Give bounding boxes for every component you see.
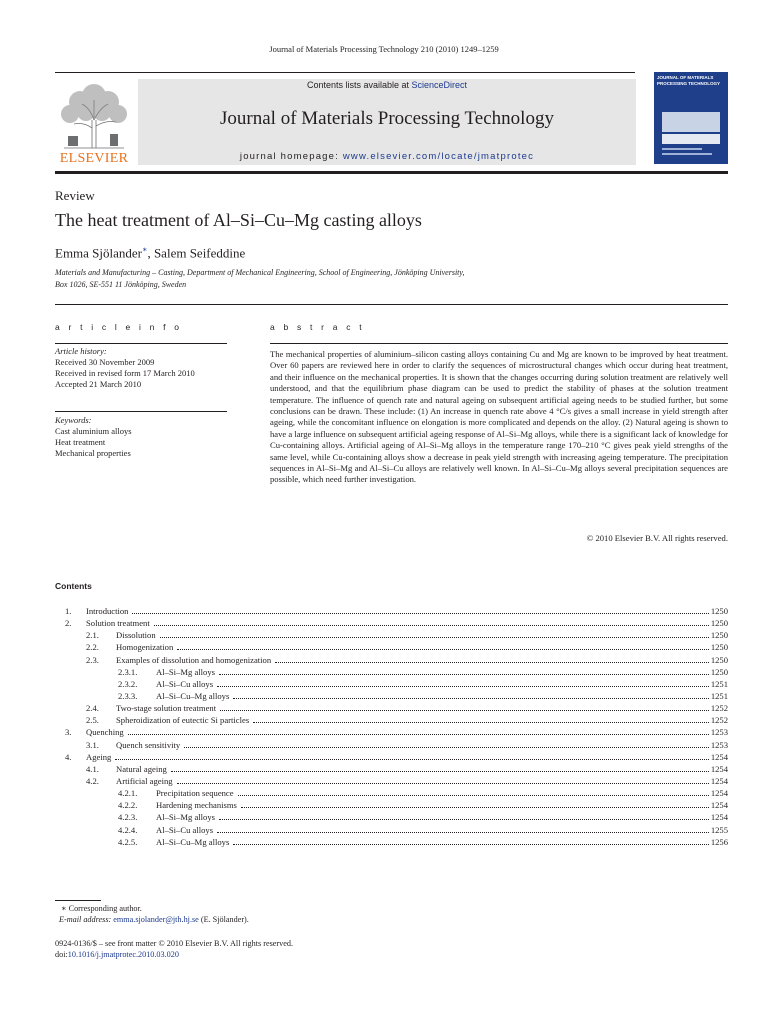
toc-leader	[241, 799, 709, 808]
email-label: E-mail address:	[59, 915, 114, 924]
accepted-date: Accepted 21 March 2010	[55, 379, 142, 389]
toc-title[interactable]: Ageing	[86, 751, 112, 762]
sciencedirect-link[interactable]: ScienceDirect	[411, 80, 468, 90]
affiliation-line-2: Box 1026, SE-551 11 Jönköping, Sweden	[55, 280, 187, 289]
email-link[interactable]: emma.sjolander@jth.hj.se	[113, 915, 199, 924]
header-rule	[55, 304, 728, 305]
toc-leader	[233, 690, 709, 699]
toc-leader	[217, 824, 709, 833]
toc-entry[interactable]	[55, 836, 728, 848]
table-of-contents	[55, 605, 728, 848]
toc-page-number: 1256	[710, 836, 728, 847]
toc-entry[interactable]	[55, 799, 728, 811]
toc-leader	[177, 775, 709, 784]
cover-title: JOURNAL OF MATERIALS PROCESSING TECHNOLOGY	[657, 75, 721, 86]
toc-number: 4.2.3.	[118, 812, 138, 823]
toc-title[interactable]: Natural ageing	[116, 763, 167, 774]
toc-leader	[217, 678, 709, 687]
toc-leader	[219, 811, 709, 820]
toc-leader	[219, 666, 709, 675]
toc-entry[interactable]	[55, 811, 728, 823]
history-label: Article history:	[55, 346, 107, 356]
affiliation	[55, 267, 535, 291]
toc-number: 4.2.1.	[118, 788, 138, 799]
toc-entry[interactable]	[55, 629, 728, 641]
article-history	[55, 346, 227, 390]
abstract-rule	[270, 343, 728, 344]
toc-leader	[184, 739, 709, 748]
email-suffix: (E. Sjölander).	[198, 915, 249, 924]
section-label: Review	[55, 188, 95, 203]
toc-leader	[220, 702, 709, 711]
toc-page-number: 1250	[710, 666, 728, 677]
article-info-heading: a r t i c l e i n f o	[55, 322, 183, 332]
toc-number: 3.	[65, 727, 72, 738]
toc-number: 2.3.2.	[118, 678, 138, 689]
toc-page-number: 1250	[710, 642, 728, 653]
doi-link[interactable]: 10.1016/j.jmatprotec.2010.03.020	[67, 950, 179, 959]
toc-leader	[253, 714, 709, 723]
toc-title[interactable]: Al–Si–Mg alloys	[156, 666, 215, 677]
toc-number: 2.1.	[86, 630, 99, 641]
toc-page-number: 1254	[710, 812, 728, 823]
contents-available	[138, 80, 636, 90]
toc-page-number: 1250	[710, 606, 728, 616]
toc-number: 4.1.	[86, 763, 99, 774]
footnote-rule	[55, 900, 101, 901]
author-1[interactable]: Emma Sjölander	[55, 245, 143, 261]
toc-number: 4.2.	[86, 775, 99, 786]
keywords-label: Keywords:	[55, 415, 92, 425]
toc-entry[interactable]	[55, 787, 728, 799]
toc-page-number: 1253	[710, 727, 728, 738]
toc-title[interactable]: Precipitation sequence	[156, 788, 234, 799]
toc-number: 2.3.3.	[118, 690, 138, 701]
toc-entry[interactable]	[55, 824, 728, 836]
toc-title[interactable]: Quenching	[86, 727, 124, 738]
toc-number: 2.3.	[86, 654, 99, 665]
article-title: The heat treatment of Al–Si–Cu–Mg casting alloys	[55, 210, 422, 230]
contents-heading: Contents	[55, 581, 92, 591]
footnote-text: Corresponding author.	[68, 904, 142, 913]
toc-entry[interactable]	[55, 726, 728, 738]
publisher-logo-text: ELSEVIER	[59, 151, 129, 166]
toc-title[interactable]: Artificial ageing	[116, 775, 173, 786]
toc-entry[interactable]	[55, 641, 728, 653]
toc-title[interactable]: Hardening mechanisms	[156, 800, 237, 811]
journal-title: Journal of Materials Processing Technology	[220, 108, 554, 129]
toc-leader	[115, 751, 709, 760]
doi-line	[55, 949, 179, 960]
keyword: Mechanical properties	[55, 448, 131, 458]
toc-leader	[233, 836, 709, 845]
toc-page-number: 1250	[710, 654, 728, 665]
keywords-rule	[55, 411, 227, 412]
journal-homepage	[138, 151, 636, 162]
toc-number: 3.1.	[86, 739, 99, 750]
toc-page-number: 1251	[710, 690, 728, 701]
toc-page-number: 1254	[710, 800, 728, 811]
toc-title[interactable]: Introduction	[86, 606, 129, 616]
toc-entry[interactable]	[55, 714, 728, 726]
footnote-corresponding	[55, 903, 142, 914]
keywords-block	[55, 415, 227, 459]
toc-title[interactable]: Spheroidization of eutectic Si particles	[116, 715, 250, 726]
abstract-heading: a b s t r a c t	[270, 322, 365, 332]
toc-number: 2.3.1.	[118, 666, 138, 677]
toc-entry[interactable]	[55, 775, 728, 787]
toc-page-number: 1254	[710, 751, 728, 762]
toc-title[interactable]: Dissolution	[116, 630, 156, 641]
author-2[interactable]: , Salem Seifeddine	[147, 245, 246, 261]
toc-leader	[275, 654, 709, 663]
toc-entry[interactable]	[55, 617, 728, 629]
toc-leader	[154, 617, 709, 626]
toc-page-number: 1250	[710, 618, 728, 629]
toc-page-number: 1254	[710, 763, 728, 774]
authors	[55, 245, 245, 261]
toc-page-number: 1255	[710, 824, 728, 835]
toc-entry[interactable]	[55, 751, 728, 763]
toc-leader	[177, 641, 709, 650]
toc-number: 2.5.	[86, 715, 99, 726]
toc-title[interactable]: Homogenization	[116, 642, 174, 653]
toc-entry[interactable]	[55, 666, 728, 678]
toc-entry[interactable]	[55, 654, 728, 666]
toc-number: 2.2.	[86, 642, 99, 653]
toc-entry[interactable]	[55, 763, 728, 775]
corresponding-mark[interactable]: ∗	[142, 245, 148, 254]
toc-title[interactable]: Al–Si–Cu alloys	[156, 824, 214, 835]
toc-entry[interactable]	[55, 702, 728, 714]
homepage-link[interactable]: www.elsevier.com/locate/jmatprotec	[342, 151, 535, 162]
received-date: Received 30 November 2009	[55, 357, 155, 367]
toc-page-number: 1250	[710, 630, 728, 641]
keyword: Heat treatment	[55, 437, 106, 447]
toc-entry[interactable]	[55, 739, 728, 751]
toc-number: 2.	[65, 618, 72, 629]
toc-page-number: 1254	[710, 788, 728, 799]
toc-page-number: 1253	[710, 739, 728, 750]
toc-number: 2.4.	[86, 703, 99, 714]
toc-page-number: 1254	[710, 775, 728, 786]
issn-line: 0924-0136/$ – see front matter © 2010 Elsevier B.V. All rights reserved.	[55, 939, 294, 948]
masthead-top-rule	[55, 72, 635, 73]
toc-entry[interactable]	[55, 678, 728, 690]
toc-title[interactable]: Al–Si–Mg alloys	[156, 812, 215, 823]
toc-title[interactable]: Al–Si–Cu–Mg alloys	[156, 836, 230, 847]
footnote-email	[55, 914, 249, 925]
toc-title[interactable]: Al–Si–Cu–Mg alloys	[156, 690, 230, 701]
toc-title[interactable]: Al–Si–Cu alloys	[156, 678, 214, 689]
toc-leader	[171, 763, 709, 772]
toc-title[interactable]: Two-stage solution treatment	[116, 703, 217, 714]
abstract-text: The mechanical properties of aluminium–silicon casting alloys containing Cu and Mg are known to be improved by heat treatment. Over 60 papers are reviewed here in order to clarify the sequences of microstructural changes which occur during heat treatment, and their influence on the mechanical properties. It is shown that the changes occurring during solution treatment are relatively well understood, and that the equilibrium phase diagram can be used to predict the stability of phases at the solution treatment temperature. The influence of quench rate and natural ageing on subsequent artificial ageing needs to be studied further, but some conclusions can be drawn. These include: (1) An increase in quench rate above 4 °C/s gives a small increase in yield strength after ageing, while the concomitant influence on elongation is more complicated and depends on the alloy. (2) Natural ageing is shown to have a large influence on subsequent artificial ageing response of Al–Si–Mg alloys, while there is a significant lack of knowledge for Cu-containing alloys. Artificial ageing of Al–Si–Mg alloys in the temperature range 170–210 °C gives peak yield strengths of the same level, while Cu-containing alloys show a decrease in peak yield strength with increasing ageing temperature. The precipitation sequences in Al–Si–Mg and Al–Si–Cu alloys are relatively well known. In Al–Si–Cu–Mg alloys several precipitation sequences are possible, which need further investigation.	[270, 349, 728, 485]
article-info-rule	[55, 343, 227, 344]
toc-leader	[132, 605, 708, 614]
toc-number: 4.2.5.	[118, 836, 138, 847]
toc-page-number: 1252	[710, 703, 728, 714]
doi-prefix: doi:	[55, 950, 68, 959]
toc-leader	[128, 726, 709, 735]
toc-number: 1.	[65, 606, 72, 616]
toc-title[interactable]: Solution treatment	[86, 618, 150, 629]
toc-entry[interactable]	[55, 690, 728, 702]
toc-number: 4.2.4.	[118, 824, 138, 835]
toc-number: 4.	[65, 751, 72, 762]
homepage-prefix: journal homepage:	[239, 151, 343, 162]
running-header: Journal of Materials Processing Technology 210 (2010) 1249–1259	[269, 44, 499, 54]
footnote-mark: ∗	[61, 904, 67, 913]
toc-title[interactable]: Quench sensitivity	[116, 739, 181, 750]
toc-page-number: 1251	[710, 678, 728, 689]
masthead-bottom-rule	[55, 171, 728, 174]
toc-page-number: 1252	[710, 715, 728, 726]
toc-leader	[160, 629, 709, 638]
revised-date: Received in revised form 17 March 2010	[55, 368, 195, 378]
toc-title[interactable]: Examples of dissolution and homogenization	[116, 654, 272, 665]
toc-entry[interactable]	[55, 605, 728, 617]
affiliation-line-1: Materials and Manufacturing – Casting, Department of Mechanical Engineering, School of Engineering, Jönköping University,	[55, 268, 465, 277]
keyword: Cast aluminium alloys	[55, 426, 132, 436]
abstract-copyright: © 2010 Elsevier B.V. All rights reserved.	[586, 533, 728, 543]
toc-leader	[238, 787, 709, 796]
journal-cover-image	[654, 72, 728, 164]
contents-prefix: Contents lists available at	[306, 80, 412, 90]
toc-number: 4.2.2.	[118, 800, 138, 811]
